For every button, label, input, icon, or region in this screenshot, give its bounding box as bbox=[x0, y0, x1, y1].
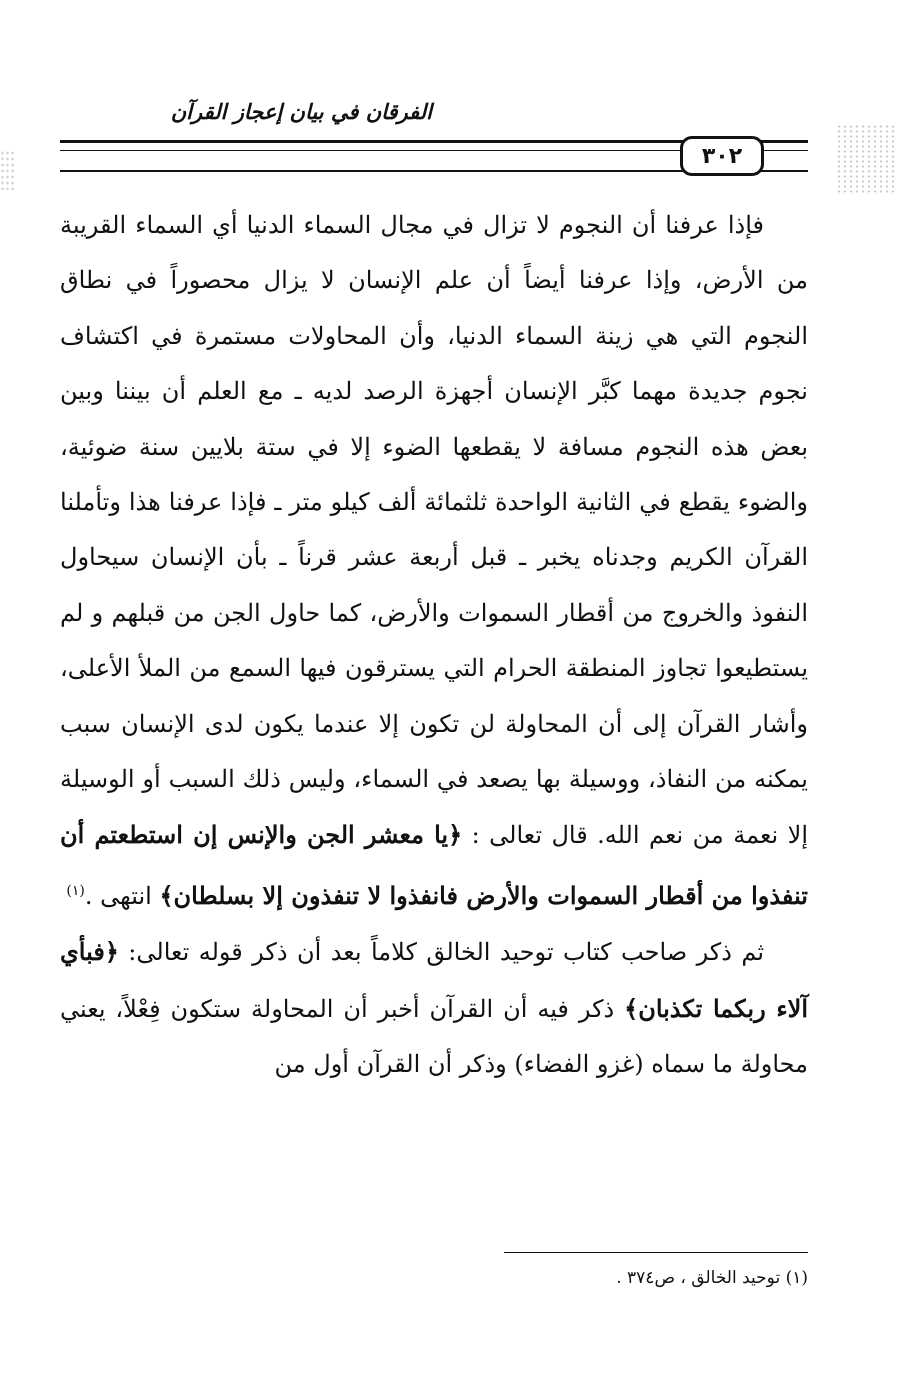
footnote-marker: (١) bbox=[66, 882, 85, 899]
scan-speckle-right bbox=[836, 124, 896, 194]
paragraph-2-text-a: ثم ذكر صاحب كتاب توحيد الخالق كلاماً بعد أن ذكر قوله تعالى: bbox=[118, 938, 764, 967]
scan-speckle-left bbox=[0, 150, 14, 190]
paragraph-2-text-b: ذكر فيه أن القرآن أخبر أن المحاولة ستكون فِعْلاً، يعني محاولة ما سماه (غزو الفضاء) وذكر أن القرآن أول من bbox=[60, 994, 808, 1079]
quran-verse-1: ﴿يا معشر الجن والإنس إن استطعتم أن تنفذوا من أقطار السموات والأرض فانفذوا لا تنفذون إلا بسلطان﴾ bbox=[60, 820, 808, 910]
quran-verse-2: ﴿فبأي آلاء ربكما تكذبان﴾ bbox=[60, 937, 808, 1023]
running-title: الفرقان في بيان إعجاز القرآن bbox=[170, 100, 432, 124]
paragraph-1-text: فإذا عرفنا أن النجوم لا تزال في مجال السماء الدنيا أي السماء القريبة من الأرض، وإذا عرفنا أيضاً أن علم الإنسان لا يزال محصوراً في نطاق النجوم التي هي زينة السماء الدنيا، وأن المحاولات مستمرة في اكتشاف نجوم جديدة مهما كبَّر الإنسان أجهزة الرصد لديه ـ مع العلم أن بيننا وبين بعض هذه النجوم مسافة لا يقطعها الضوء إلا في ستة بلايين سنة ضوئية، والضوء يقطع في الثانية الواحدة ثلثمائة ألف كيلو متر ـ فإذا عرفنا هذا وتأملنا القرآن الكريم وجدناه يخبر ـ قبل أربعة عشر قرناً ـ بأن الإنسان سيحاول النفوذ والخروج من أقطار السموات والأرض، كما حاول الجن من قبلهم و لم يستطيعوا تجاوز المنطقة الحرام التي يسترقون فيها السمع من الملأ الأعلى، وأشار القرآن إلى أن المحاولة لن تكون إلا عندما يكون لدى الإنسان سبب يمكنه من النفاذ، ووسيلة بها يصعد في السماء، وليس ذلك السبب أو الوسيلة إلا نعمة من نعم الله. قال تعالى : bbox=[60, 211, 808, 850]
page-number: ٣٠٢ bbox=[680, 136, 764, 176]
footnote: (١) توحيد الخالق ، ص٣٧٤ . bbox=[616, 1268, 808, 1288]
paragraph-1 bbox=[60, 198, 808, 924]
paragraph-1-end: انتهى . bbox=[84, 881, 160, 910]
main-text bbox=[60, 198, 808, 1093]
paragraph-2 bbox=[60, 924, 808, 1092]
footnote-separator bbox=[504, 1252, 808, 1253]
